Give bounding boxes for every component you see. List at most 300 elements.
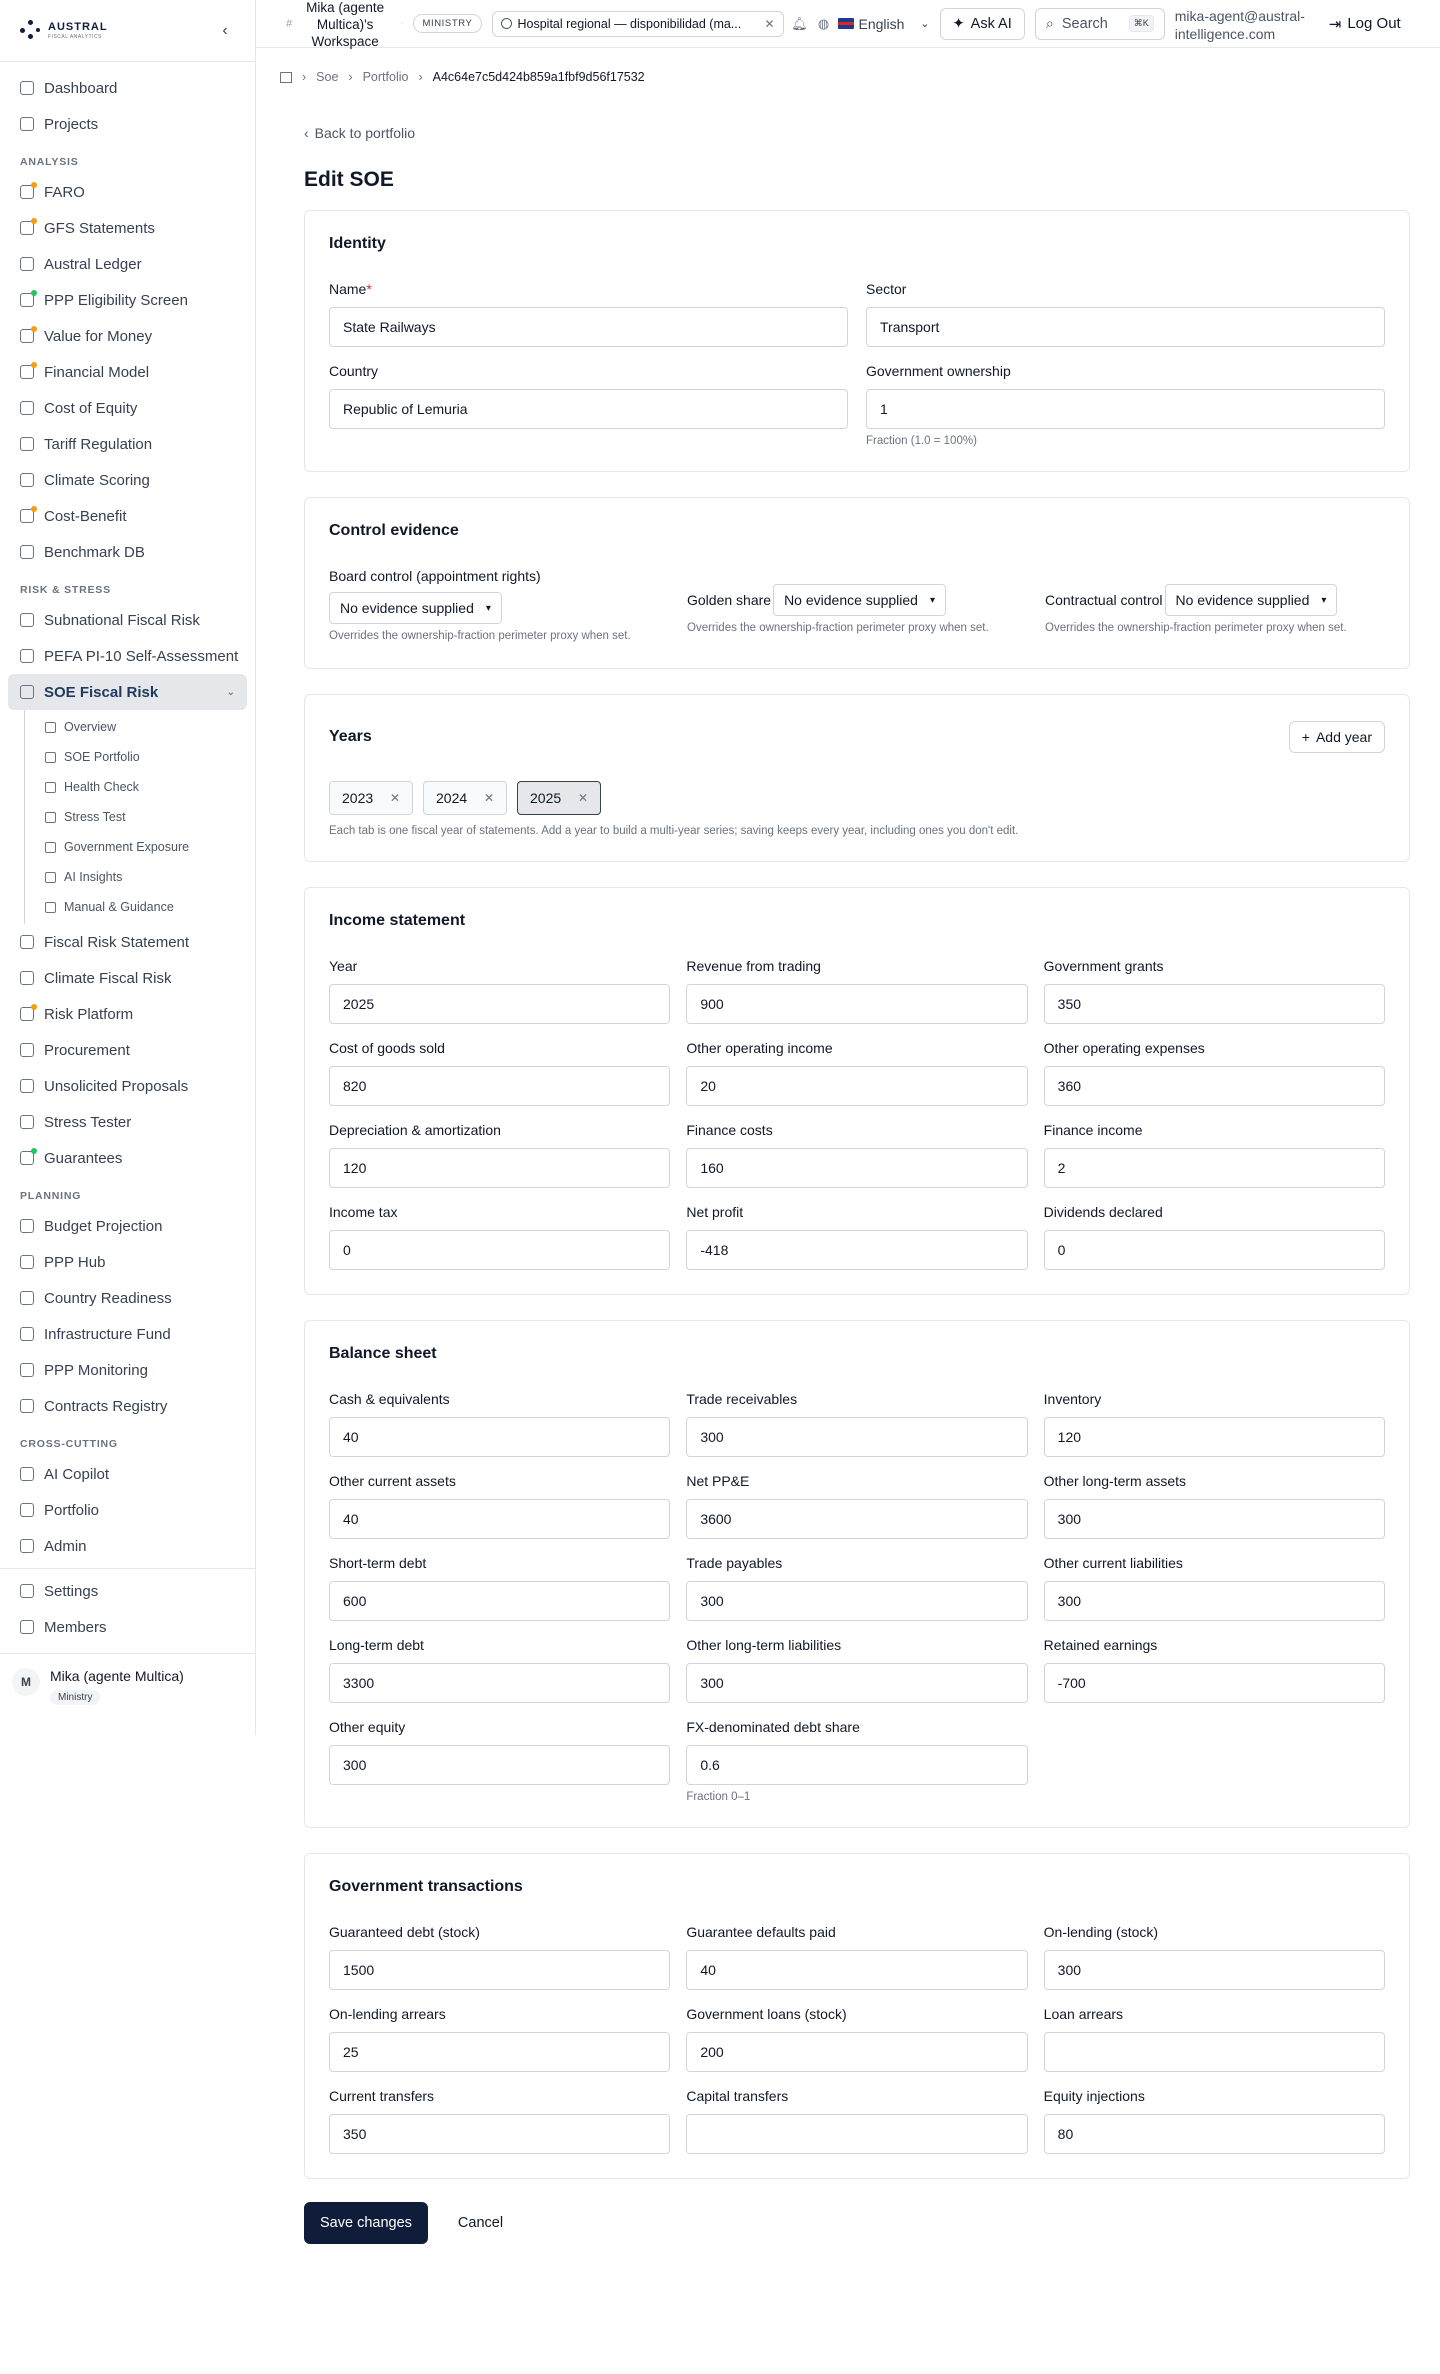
cost-of-goods-sold-input[interactable]	[329, 1066, 670, 1106]
add-year-button[interactable]	[1289, 721, 1385, 753]
page-title: Edit SOE	[304, 168, 394, 191]
short-term-debt-input[interactable]	[329, 1581, 670, 1621]
field-short-term-debt	[329, 1555, 670, 1621]
ask-ai-label: Ask AI	[970, 15, 1012, 32]
bank-icon	[20, 685, 34, 699]
sidebar-item-cost-benefit[interactable]	[0, 498, 255, 534]
ownership-hint: Fraction (1.0 = 100%)	[866, 435, 977, 447]
role-badge: Ministry	[50, 1690, 100, 1705]
field-label: Other equity	[329, 1719, 406, 1735]
brand-tagline: FISCAL ANALYTICS	[48, 33, 102, 40]
sidebar-item-label: Benchmark DB	[44, 543, 145, 561]
on-lending-arrears-input[interactable]	[329, 2032, 670, 2072]
sidebar-item-austral-ledger[interactable]	[0, 246, 255, 282]
board-control-hint: Overrides the ownership-fraction perimeter proxy when set.	[329, 630, 631, 642]
avatar: M	[12, 1668, 40, 1696]
field-label: Other operating expenses	[1043, 1040, 1205, 1056]
cart-icon	[20, 1043, 34, 1057]
breadcrumb-soe[interactable]: Soe	[316, 70, 339, 84]
folder-icon	[20, 117, 34, 131]
field-finance-income	[1044, 1122, 1385, 1188]
gear-icon	[20, 1584, 34, 1598]
country-input[interactable]	[329, 389, 848, 429]
field-year	[329, 958, 670, 1024]
field-label: Long-term debt	[329, 1637, 424, 1653]
sidebar-item-projects[interactable]	[0, 106, 255, 142]
top-bar	[256, 0, 1440, 48]
status-dot	[31, 218, 37, 224]
workspace-hash-icon: #	[286, 17, 293, 30]
guarantee-defaults-paid-input[interactable]	[686, 1950, 1027, 1990]
ownership-label: Government ownership	[866, 363, 1011, 379]
sidebar-item-label: Value for Money	[44, 327, 153, 345]
sidebar-section-title: RISK & STRESS	[20, 584, 111, 596]
book-icon	[45, 902, 56, 913]
shield-icon	[20, 1007, 34, 1021]
folder-icon	[20, 1503, 34, 1517]
sidebar-item-pefa-pi-10-self-assessment[interactable]	[0, 638, 255, 674]
sidebar-item-label: Country Readiness	[44, 1289, 172, 1307]
field-label: Trade payables	[686, 1555, 783, 1571]
field-label: Revenue from trading	[686, 958, 821, 974]
sector-label: Sector	[866, 281, 907, 297]
field-label: Finance income	[1043, 1122, 1143, 1138]
revenue-from-trading-input[interactable]	[686, 984, 1027, 1024]
sidebar-item-label: SOE Fiscal Risk	[44, 683, 159, 701]
field-label: Other current liabilities	[1043, 1555, 1183, 1571]
subnav-item-label: SOE Portfolio	[64, 750, 140, 764]
home-icon	[45, 722, 56, 733]
board-control-value: No evidence supplied	[340, 600, 474, 616]
balance-sheet-card	[304, 1320, 1410, 1828]
sidebar-item-label: Infrastructure Fund	[44, 1325, 171, 1343]
capital-transfers-input[interactable]	[686, 2114, 1027, 2154]
other-equity-input[interactable]	[329, 1745, 670, 1785]
checklist-icon	[20, 293, 34, 307]
field-cash-equivalents	[329, 1391, 670, 1457]
divider	[0, 1568, 255, 1569]
sector-input[interactable]	[866, 307, 1385, 347]
back-to-portfolio-link[interactable]	[304, 120, 1410, 146]
form-actions	[304, 2202, 1410, 2244]
sidebar-item-label: Portfolio	[44, 1501, 100, 1519]
trend-icon	[20, 401, 34, 415]
shield-icon	[20, 1151, 34, 1165]
sidebar-item-financial-model[interactable]	[0, 354, 255, 390]
balance-icon	[20, 509, 34, 523]
sidebar-item-tariff-regulation[interactable]	[0, 426, 255, 462]
field-depreciation-amortization	[329, 1122, 670, 1188]
sidebar-item-label: GFS Statements	[44, 219, 155, 237]
sidebar-item-label: Guarantees	[44, 1149, 123, 1167]
field-other-long-term-liabilities	[686, 1637, 1027, 1703]
dividends-declared-input[interactable]	[1044, 1230, 1385, 1270]
name-label: Name*	[329, 281, 372, 297]
sidebar-item-guarantees[interactable]	[0, 1140, 255, 1176]
status-dot	[31, 182, 37, 188]
field-label: Government grants	[1043, 958, 1164, 974]
contractual-control-label: Contractual control	[1045, 592, 1163, 608]
status-dot	[31, 1004, 37, 1010]
gov-title: Government transactions	[329, 1878, 523, 1895]
gear-icon	[20, 1539, 34, 1553]
sidebar-item-ppp-hub[interactable]	[0, 1244, 255, 1280]
sidebar-item-label: Risk Platform	[44, 1005, 134, 1023]
bank-icon	[45, 842, 56, 853]
year-tab-active[interactable]: 2025 ✕	[517, 781, 601, 815]
sidebar-item-label: Climate Fiscal Risk	[44, 969, 172, 987]
sidebar-item-benchmark-db[interactable]	[0, 534, 255, 570]
sidebar-item-label: Cost-Benefit	[44, 507, 127, 525]
brand-name: AUSTRAL	[48, 20, 108, 33]
sidebar-item-label: Unsolicited Proposals	[44, 1077, 189, 1095]
sidebar-item-members[interactable]	[0, 1609, 255, 1645]
guaranteed-debt-stock-input[interactable]	[329, 1950, 670, 1990]
status-dot	[31, 326, 37, 332]
bolt-icon	[20, 1115, 34, 1129]
subnav-item-label: Stress Test	[64, 810, 126, 824]
field-net-profit	[686, 1204, 1027, 1270]
field-hint: Fraction 0–1	[686, 1791, 751, 1803]
subnav-item-label: Manual & Guidance	[64, 900, 174, 914]
other-current-liabilities-input[interactable]	[1044, 1581, 1385, 1621]
inbox-icon	[20, 1079, 34, 1093]
retained-earnings-input[interactable]	[1044, 1663, 1385, 1703]
collapse-sidebar-icon[interactable]: ‹	[222, 21, 228, 39]
sidebar-item-subnational-fiscal-risk[interactable]	[0, 602, 255, 638]
sidebar-item-ppp-monitoring[interactable]	[0, 1352, 255, 1388]
sidebar-item-portfolio[interactable]	[0, 1492, 255, 1528]
link-icon	[20, 1399, 34, 1413]
sidebar-section-title: CROSS-CUTTING	[20, 1438, 118, 1450]
field-label: Depreciation & amortization	[329, 1122, 501, 1138]
sidebar-item-label: Contracts Registry	[44, 1397, 168, 1415]
brand-logo[interactable]	[20, 20, 108, 42]
sidebar-item-settings[interactable]	[0, 1573, 255, 1609]
logout-icon: ⇥	[1328, 15, 1342, 33]
contractual-control-select[interactable]	[1165, 584, 1338, 616]
ownership-input[interactable]	[866, 389, 1385, 429]
chevron-down-icon: ⌄	[226, 686, 235, 698]
remove-year-icon[interactable]: ✕	[577, 791, 588, 805]
subnav-item-government-exposure[interactable]	[25, 832, 255, 862]
subnav-item-label: Health Check	[64, 780, 140, 794]
language-label: English	[858, 15, 905, 32]
save-changes-button[interactable]: Save changes	[304, 2202, 428, 2244]
government-grants-input[interactable]	[1044, 984, 1385, 1024]
field-other-current-assets	[329, 1473, 670, 1539]
sidebar-item-faro[interactable]	[0, 174, 255, 210]
clear-project-icon[interactable]: ✕	[764, 16, 775, 31]
field-label: FX-denominated debt share	[686, 1719, 860, 1735]
field-loan-arrears	[1044, 2006, 1385, 2072]
cloud-icon	[20, 473, 34, 487]
shortcut-badge: ⌘K	[1129, 15, 1154, 32]
government-loans-stock-input[interactable]	[686, 2032, 1027, 2072]
sidebar-item-label: Stress Tester	[44, 1113, 132, 1131]
sidebar-item-fiscal-risk-statement[interactable]	[0, 924, 255, 960]
subnav-item-label: Overview	[64, 720, 117, 734]
board-control-label: Board control (appointment rights)	[329, 568, 541, 584]
language-select[interactable]	[838, 16, 930, 32]
years-hint: Each tab is one fiscal year of statements. Add a year to build a multi-year series; saving keeps every year, including ones you don't edit.	[329, 825, 1019, 837]
sidebar	[0, 0, 256, 1735]
project-name: Hospital regional — disponibilidad (ma...	[517, 16, 742, 31]
field-other-operating-expenses	[1044, 1040, 1385, 1106]
fx-denominated-debt-share-input[interactable]	[686, 1745, 1027, 1785]
sidebar-item-label: Subnational Fiscal Risk	[44, 611, 200, 629]
sidebar-item-label: Procurement	[44, 1041, 130, 1059]
sidebar-item-stress-tester[interactable]	[0, 1104, 255, 1140]
inventory-input[interactable]	[1044, 1417, 1385, 1457]
trade-receivables-input[interactable]	[686, 1417, 1027, 1457]
sidebar-header	[0, 0, 255, 62]
field-long-term-debt	[329, 1637, 670, 1703]
sidebar-item-climate-fiscal-risk[interactable]	[0, 960, 255, 996]
identity-title: Identity	[329, 235, 386, 252]
sidebar-item-label: AI Copilot	[44, 1465, 110, 1483]
field-guaranteed-debt-stock	[329, 1924, 670, 1990]
contractual-control-field	[1045, 568, 1385, 642]
other-long-term-assets-input[interactable]	[1044, 1499, 1385, 1539]
pulse-icon	[20, 1363, 34, 1377]
field-label: Inventory	[1043, 1391, 1102, 1407]
document-icon	[20, 221, 34, 235]
remove-year-icon[interactable]: ✕	[483, 791, 494, 805]
balance-title: Balance sheet	[329, 1345, 437, 1362]
field-other-operating-income	[686, 1040, 1027, 1106]
net-profit-input[interactable]	[686, 1230, 1027, 1270]
search-label: Search	[1061, 15, 1108, 32]
user-card[interactable]	[0, 1653, 255, 1719]
globe-icon[interactable]: ◍	[817, 15, 830, 31]
scale-icon	[20, 329, 34, 343]
sidebar-item-label: Projects	[44, 115, 99, 133]
golden-share-label: Golden share	[687, 592, 772, 608]
trade-payables-input[interactable]	[686, 1581, 1027, 1621]
loan-arrears-input[interactable]	[1044, 2032, 1385, 2072]
government-transactions-card	[304, 1853, 1410, 2179]
add-year-label: Add year	[1315, 729, 1372, 745]
sidebar-item-cost-of-equity[interactable]	[0, 390, 255, 426]
field-label: Other long-term liabilities	[686, 1637, 842, 1653]
depreciation-amortization-input[interactable]	[329, 1148, 670, 1188]
year-tabs	[329, 781, 1385, 815]
sidebar-item-infrastructure-fund[interactable]	[0, 1316, 255, 1352]
sidebar-item-label: Tariff Regulation	[44, 435, 153, 453]
field-capital-transfers	[686, 2088, 1027, 2154]
year-tab[interactable]: 2023 ✕	[329, 781, 413, 815]
users-icon	[20, 1620, 34, 1634]
income-tax-input[interactable]	[329, 1230, 670, 1270]
control-title: Control evidence	[329, 522, 459, 539]
main-content	[304, 120, 1410, 2244]
shield-icon	[20, 935, 34, 949]
field-label: Year	[329, 958, 358, 974]
sidebar-item-procurement[interactable]	[0, 1032, 255, 1068]
bell-icon[interactable]: 🔔︎	[791, 15, 808, 31]
subnav-item-stress-test[interactable]	[25, 802, 255, 832]
other-long-term-liabilities-input[interactable]	[686, 1663, 1027, 1703]
income-statement-card	[304, 887, 1410, 1295]
current-transfers-input[interactable]	[329, 2114, 670, 2154]
field-label: Dividends declared	[1043, 1204, 1163, 1220]
field-trade-payables	[686, 1555, 1027, 1621]
sidebar-item-gfs-statements[interactable]	[0, 210, 255, 246]
years-title: Years	[329, 728, 372, 745]
search-icon: ⌕	[1045, 15, 1054, 32]
field-label: Guarantee defaults paid	[686, 1924, 836, 1940]
subnav-item-overview[interactable]	[25, 712, 255, 742]
subnav-item-health-check[interactable]	[25, 772, 255, 802]
subnav-item-label: Government Exposure	[64, 840, 190, 854]
long-term-debt-input[interactable]	[329, 1663, 670, 1703]
field-dividends-declared	[1044, 1204, 1385, 1270]
sidebar-item-label: Admin	[44, 1537, 87, 1555]
control-evidence-card	[304, 497, 1410, 669]
field-label: Equity injections	[1043, 2088, 1145, 2104]
sidebar-item-unsolicited-proposals[interactable]	[0, 1068, 255, 1104]
field-other-current-liabilities	[1044, 1555, 1385, 1621]
sidebar-item-label: FARO	[44, 183, 85, 201]
sparkle-icon	[20, 1467, 34, 1481]
user-email: mika-agent@austral-intelligence.com	[1174, 7, 1305, 42]
board-control-select[interactable]	[329, 592, 502, 624]
field-revenue-from-trading	[686, 958, 1027, 1024]
sidebar-section-title: ANALYSIS	[20, 156, 79, 168]
subnav-item-soe-portfolio[interactable]	[25, 742, 255, 772]
field-equity-injections	[1044, 2088, 1385, 2154]
net-pp-e-input[interactable]	[686, 1499, 1027, 1539]
years-card	[304, 694, 1410, 862]
calculator-icon	[20, 1219, 34, 1233]
finance-costs-input[interactable]	[686, 1148, 1027, 1188]
sidebar-section-title: PLANNING	[20, 1190, 82, 1202]
sidebar-item-budget-projection[interactable]	[0, 1208, 255, 1244]
field-current-transfers	[329, 2088, 670, 2154]
sidebar-item-label: Members	[44, 1618, 107, 1636]
sidebar-item-label: Budget Projection	[44, 1217, 163, 1235]
dashboard-icon	[20, 81, 34, 95]
sidebar-nav	[0, 62, 255, 1719]
home-icon[interactable]	[280, 72, 292, 83]
board-control-field	[329, 568, 669, 642]
field-label: Government loans (stock)	[686, 2006, 847, 2022]
hub-icon	[20, 1255, 34, 1269]
sidebar-item-ai-copilot[interactable]	[0, 1456, 255, 1492]
field-cost-of-goods-sold	[329, 1040, 670, 1106]
sidebar-item-ppp-eligibility-screen[interactable]	[0, 282, 255, 318]
field-label: Income tax	[329, 1204, 398, 1220]
sparkle-icon: ✦	[952, 15, 965, 32]
cancel-button[interactable]: Cancel	[448, 2202, 513, 2244]
finance-income-input[interactable]	[1044, 1148, 1385, 1188]
sidebar-item-label: PEFA PI-10 Self-Assessment	[44, 647, 239, 665]
field-label: Net PP&E	[686, 1473, 750, 1489]
field-label: Current transfers	[329, 2088, 435, 2104]
plus-icon: +	[1301, 729, 1310, 745]
field-label: Other current assets	[329, 1473, 456, 1489]
status-dot	[31, 362, 37, 368]
field-government-loans-stock	[686, 2006, 1027, 2072]
field-retained-earnings	[1044, 1637, 1385, 1703]
sparkle-icon	[45, 872, 56, 883]
remove-year-icon[interactable]: ✕	[389, 791, 400, 805]
ministry-badge: MINISTRY	[413, 14, 481, 33]
sidebar-item-soe-fiscal-risk[interactable]	[8, 674, 247, 710]
other-operating-expenses-input[interactable]	[1044, 1066, 1385, 1106]
sidebar-item-label: PPP Hub	[44, 1253, 106, 1271]
search-button[interactable]	[1035, 8, 1165, 40]
user-name: Mika (agente Multica)	[50, 1668, 184, 1684]
workspace-name[interactable]: Mika (agente Multica)'s Workspace	[306, 0, 385, 49]
field-label: Finance costs	[686, 1122, 773, 1138]
sidebar-item-label: Fiscal Risk Statement	[44, 933, 190, 951]
field-label: Retained earnings	[1043, 1637, 1158, 1653]
ask-ai-button[interactable]	[940, 8, 1025, 40]
other-operating-income-input[interactable]	[686, 1066, 1027, 1106]
field-trade-receivables	[686, 1391, 1027, 1457]
field-net-pp-e	[686, 1473, 1027, 1539]
cash-equivalents-input[interactable]	[329, 1417, 670, 1457]
flag-icon	[20, 1291, 34, 1305]
field-finance-costs	[686, 1122, 1027, 1188]
sidebar-item-country-readiness[interactable]	[0, 1280, 255, 1316]
field-fx-denominated-debt-share	[686, 1719, 1027, 1803]
model-icon	[20, 365, 34, 379]
year-input[interactable]	[329, 984, 670, 1024]
sidebar-item-label: Dashboard	[44, 79, 118, 97]
subnav-item-ai-insights[interactable]	[25, 862, 255, 892]
bolt-icon	[45, 812, 56, 823]
year-tab[interactable]: 2024 ✕	[423, 781, 507, 815]
income-title: Income statement	[329, 912, 466, 929]
golden-share-select[interactable]	[773, 584, 946, 616]
field-label: Other long-term assets	[1043, 1473, 1187, 1489]
field-label: Guaranteed debt (stock)	[329, 1924, 480, 1940]
field-inventory	[1044, 1391, 1385, 1457]
name-input[interactable]	[329, 307, 848, 347]
clipboard-icon	[20, 649, 34, 663]
field-label: Net profit	[686, 1204, 744, 1220]
subnav-item-manual-guidance[interactable]	[25, 892, 255, 922]
logo-mark-icon	[20, 20, 42, 42]
sidebar-item-label: Settings	[44, 1582, 99, 1600]
sidebar-item-value-for-money[interactable]	[0, 318, 255, 354]
field-label: Trade receivables	[686, 1391, 798, 1407]
sidebar-item-admin[interactable]	[0, 1528, 255, 1564]
sidebar-item-climate-scoring[interactable]	[0, 462, 255, 498]
on-lending-stock-input[interactable]	[1044, 1950, 1385, 1990]
field-on-lending-arrears	[329, 2006, 670, 2072]
cloud-icon	[20, 971, 34, 985]
equity-injections-input[interactable]	[1044, 2114, 1385, 2154]
sidebar-item-label: PPP Eligibility Screen	[44, 291, 188, 309]
chevron-down-icon: ▾	[929, 594, 935, 606]
golden-share-hint: Overrides the ownership-fraction perimeter proxy when set.	[687, 622, 989, 634]
project-selector[interactable]	[492, 11, 784, 37]
breadcrumb-portfolio[interactable]: Portfolio	[362, 70, 409, 84]
status-dot	[31, 506, 37, 512]
other-current-assets-input[interactable]	[329, 1499, 670, 1539]
field-label: Cost of goods sold	[329, 1040, 445, 1056]
sidebar-item-risk-platform[interactable]	[0, 996, 255, 1032]
field-other-long-term-assets	[1044, 1473, 1385, 1539]
sidebar-item-dashboard[interactable]	[0, 70, 255, 106]
logout-button[interactable]	[1329, 15, 1401, 33]
uk-flag-icon	[838, 18, 854, 29]
sidebar-item-contracts-registry[interactable]	[0, 1388, 255, 1424]
